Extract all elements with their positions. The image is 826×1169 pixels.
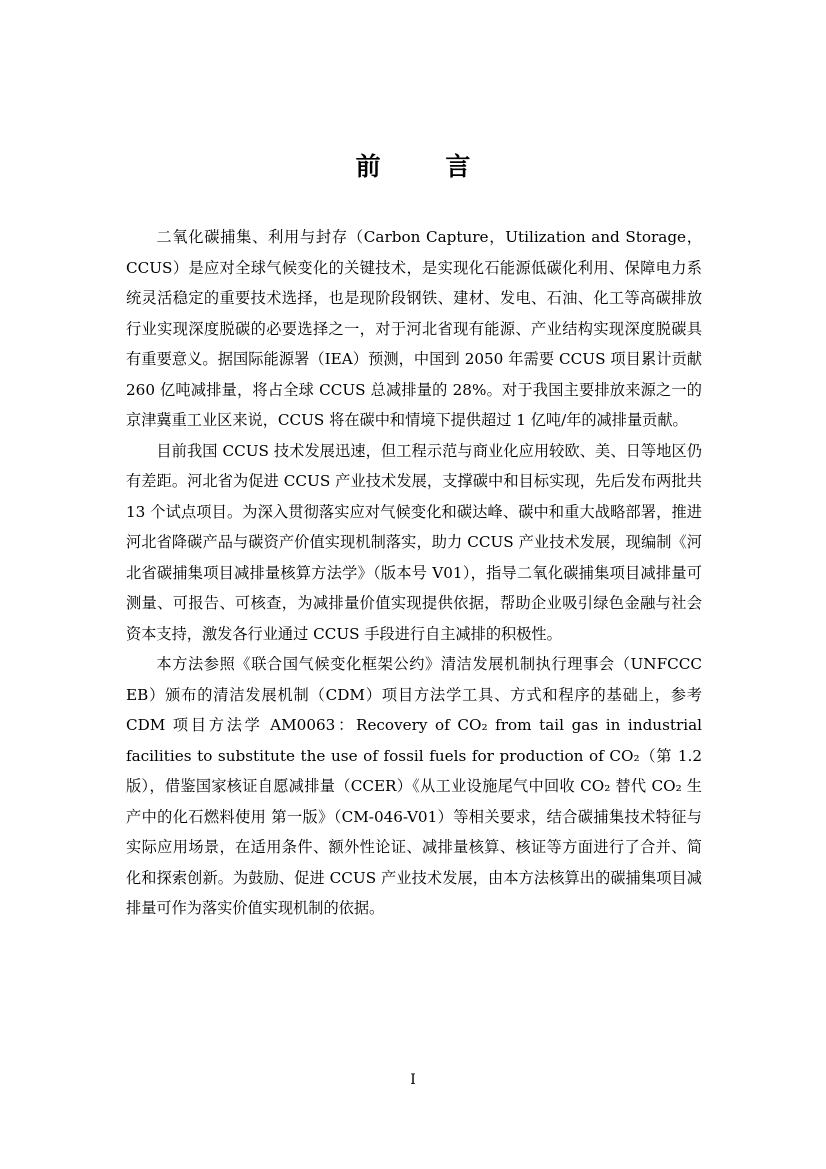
paragraph-2: 目前我国 CCUS 技术发展迅速，但工程示范与商业化应用较欧、美、日等地区仍有差距。河北省为促进 CCUS 产业技术发展，支撑碳中和目标实现，先后发布两批共 13 个试点项目。为深入贯彻落实应对气候变化和碳达峰、碳中和重大战略部署，推进河北省降碳产品与碳资产价值实现机制落实，助力 CCUS 产业技术发展，现编制《河北省碳捕集项目减排量核算方法学》（版本号 V01），指导二氧化碳捕集项目减排量可测量、可报告、可核查，为减排量价值实现提供依据，帮助企业吸引绿色金融与社会资本支持，激发各行业通过 CCUS 手段进行自主减排的积极性。 <box>126 441 702 643</box>
page-title: 前 言 <box>355 152 499 181</box>
page-number: I <box>410 1072 416 1088</box>
preface-body <box>126 222 702 924</box>
paragraph-1: 二氧化碳捕集、利用与封存（Carbon Capture，Utilization and Storage，CCUS）是应对全球气候变化的关键技术，是实现化石能源低碳化利用、保障电力系统灵活稳定的重要技术选择，也是现阶段钢铁、建材、发电、石油、化工等高碳排放行业实现深度脱碳的必要选择之一，对于河北省现有能源、产业结构实现深度脱碳具有重要意义。据国际能源署（IEA）预测，中国到 2050 年需要 CCUS 项目累计贡献 260 亿吨减排量，将占全球 CCUS 总减排量的 28%。对于我国主要排放来源之一的京津冀重工业区来说，CCUS 将在碳中和情境下提供超过 1 亿吨/年的减排量贡献。 <box>126 228 702 429</box>
paragraph-3: 本方法参照《联合国气候变化框架公约》清洁发展机制执行理事会（UNFCCC EB）颁布的清洁发展机制（CDM）项目方法学工具、方式和程序的基础上，参考 CDM 项目方法学 AM0063：Recovery of CO₂ from tail gas in industrial facilities to substitute the use of fossil fuels for production of CO₂（第 1.2 版），借鉴国家核证自愿减排量（CCER）《从工业设施尾气中回收 CO₂ 替代 CO₂ 生产中的化石燃料使用 第一版》（CM-046-V01）等相关要求，结合碳捕集技术特征与实际应用场景，在适用条件、额外性论证、减排量核算、核证等方面进行了合并、简化和探索创新。为鼓励、促进 CCUS 产业技术发展，由本方法核算出的碳捕集项目减排量可作为落实价值实现机制的依据。 <box>126 655 702 917</box>
